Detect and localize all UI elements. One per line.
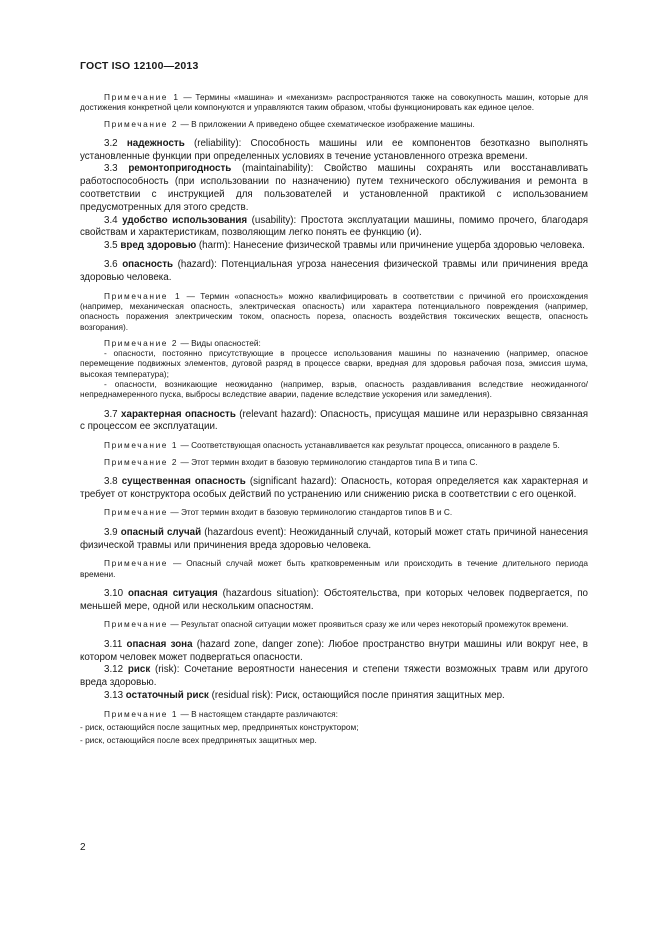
note: Примечание 2 — Виды опасностей:	[104, 337, 261, 348]
definition-3-6: 3.6 опасность (hazard): Потенциальная угроза нанесения физической травмы или причинения вреда здоровью человека.	[80, 259, 589, 283]
definition-3-8: 3.8 существенная опасность (significant hazard): Опасность, которая определяется как характерная и требует от конструктора особых действий по устранению или снижению риска в соответствии с его оценкой.	[80, 475, 589, 500]
page-number: 2	[80, 842, 86, 853]
note: Примечание — Результат опасной ситуации может проявиться сразу же или через некоторый промежуток времени.	[104, 619, 569, 630]
note: Примечание — Опасный случай может быть кратковременным или происходить в течение длительного периода времени.	[80, 558, 588, 579]
definition-3-3: 3.3 ремонтопригодность (maintainability): Свойство машины сохранять или восстанавливать работоспособность (при использовании по назначению) путем технического обслуживания и ремонта в соответствии с инструкцией для пользователей и установленной практикой с использованием предусмотренных для этого средств.	[80, 163, 589, 213]
note: Примечание 2 — В приложении А приведено общее схематическое изображение машины.	[104, 118, 475, 129]
note: Примечание 1 — Термин «опасность» можно квалифицировать в соответствии с причиной его происхождения (например, механическая опасность, электрическая опасность) или характера потенциального повреждения (например, опасность поражения электрическим током, опасность пореза, опасность воздействия токсических веществ, опасность возгорания).	[80, 290, 588, 332]
note: Примечание 2 — Этот термин входит в базовую терминологию стандартов типа В и типа С.	[104, 456, 478, 467]
definition-3-10: 3.10 опасная ситуация (hazardous situation): Обстоятельства, при которых человек подвергается, по меньшей мере, одной или нескольким опасностям.	[80, 587, 588, 612]
definition-3-11: 3.11 опасная зона (hazard zone, danger zone): Любое пространство внутри машины или вокруг нее, в котором человек может подвергаться опасности.	[80, 638, 588, 663]
definition-3-9: 3.9 опасный случай (hazardous event): Неожиданный случай, который может стать причиной нанесения физической травмы или причинения вреда здоровью человека.	[80, 526, 588, 551]
list-item: - риск, остающийся после защитных мер, предпринятых конструктором;	[80, 722, 359, 733]
definition-3-5: 3.5 вред здоровью (harm): Нанесение физической травмы или причинение ущерба здоровью человека.	[104, 240, 585, 252]
definition-3-2: 3.2 надежность (reliability): Способность машины или ее компонентов безотказно выполнять установленные функции при определенных условиях в течение установленного отрезка времени.	[80, 137, 588, 162]
list-item: - риск, остающийся после всех предпринятых защитных мер.	[80, 735, 317, 746]
document-header: ГОСТ ISO 12100—2013	[80, 60, 199, 72]
list-item: - опасности, возникающие неожиданно (например, взрыв, опасность раздавливания вследствие неожиданного/непреднамеренного пуска, выбросы вследствие аварии, падение вследствие ускорения или замедления).	[80, 379, 588, 400]
definition-3-7: 3.7 характерная опасность (relevant hazard): Опасность, присущая машине или неразрывно связанная с процессом ее эксплуатации.	[80, 408, 588, 433]
note: Примечание 1 — Соответствующая опасность устанавливается как результат процесса, описанного в разделе 5.	[104, 440, 560, 451]
note: Примечание — Этот термин входит в базовую терминологию стандартов типов В и С.	[104, 507, 453, 518]
definition-3-12: 3.12 риск (risk): Сочетание вероятности нанесения и степени тяжести возможных травм или другого вреда здоровью.	[80, 664, 588, 689]
note: Примечание 1 — В настоящем стандарте различаются:	[104, 708, 338, 719]
definition-3-13: 3.13 остаточный риск (residual risk): Риск, остающийся после принятия защитных мер.	[104, 689, 505, 701]
note: Примечание 1 — Термины «машина» и «механизм» распространяются также на совокупность машин, которые для достижения конкретной цели компонуются и управляются таким образом, чтобы функционировать как единое целое.	[80, 92, 588, 113]
list-item: - опасности, постоянно присутствующие в процессе использования машины по назначению (например, опасное перемещение подвижных элементов, дуговой разряд в процессе сварки, вредная для здоровья рабочая поза, эмиссия шума, высокая температура);	[80, 348, 588, 379]
document-body	[80, 92, 588, 746]
definition-3-4: 3.4 удобство использования (usability): Простота эксплуатации машины, помимо прочего, благодаря свойствам и характеристикам, позволяющим легко понять ее функцию (и).	[80, 214, 588, 239]
